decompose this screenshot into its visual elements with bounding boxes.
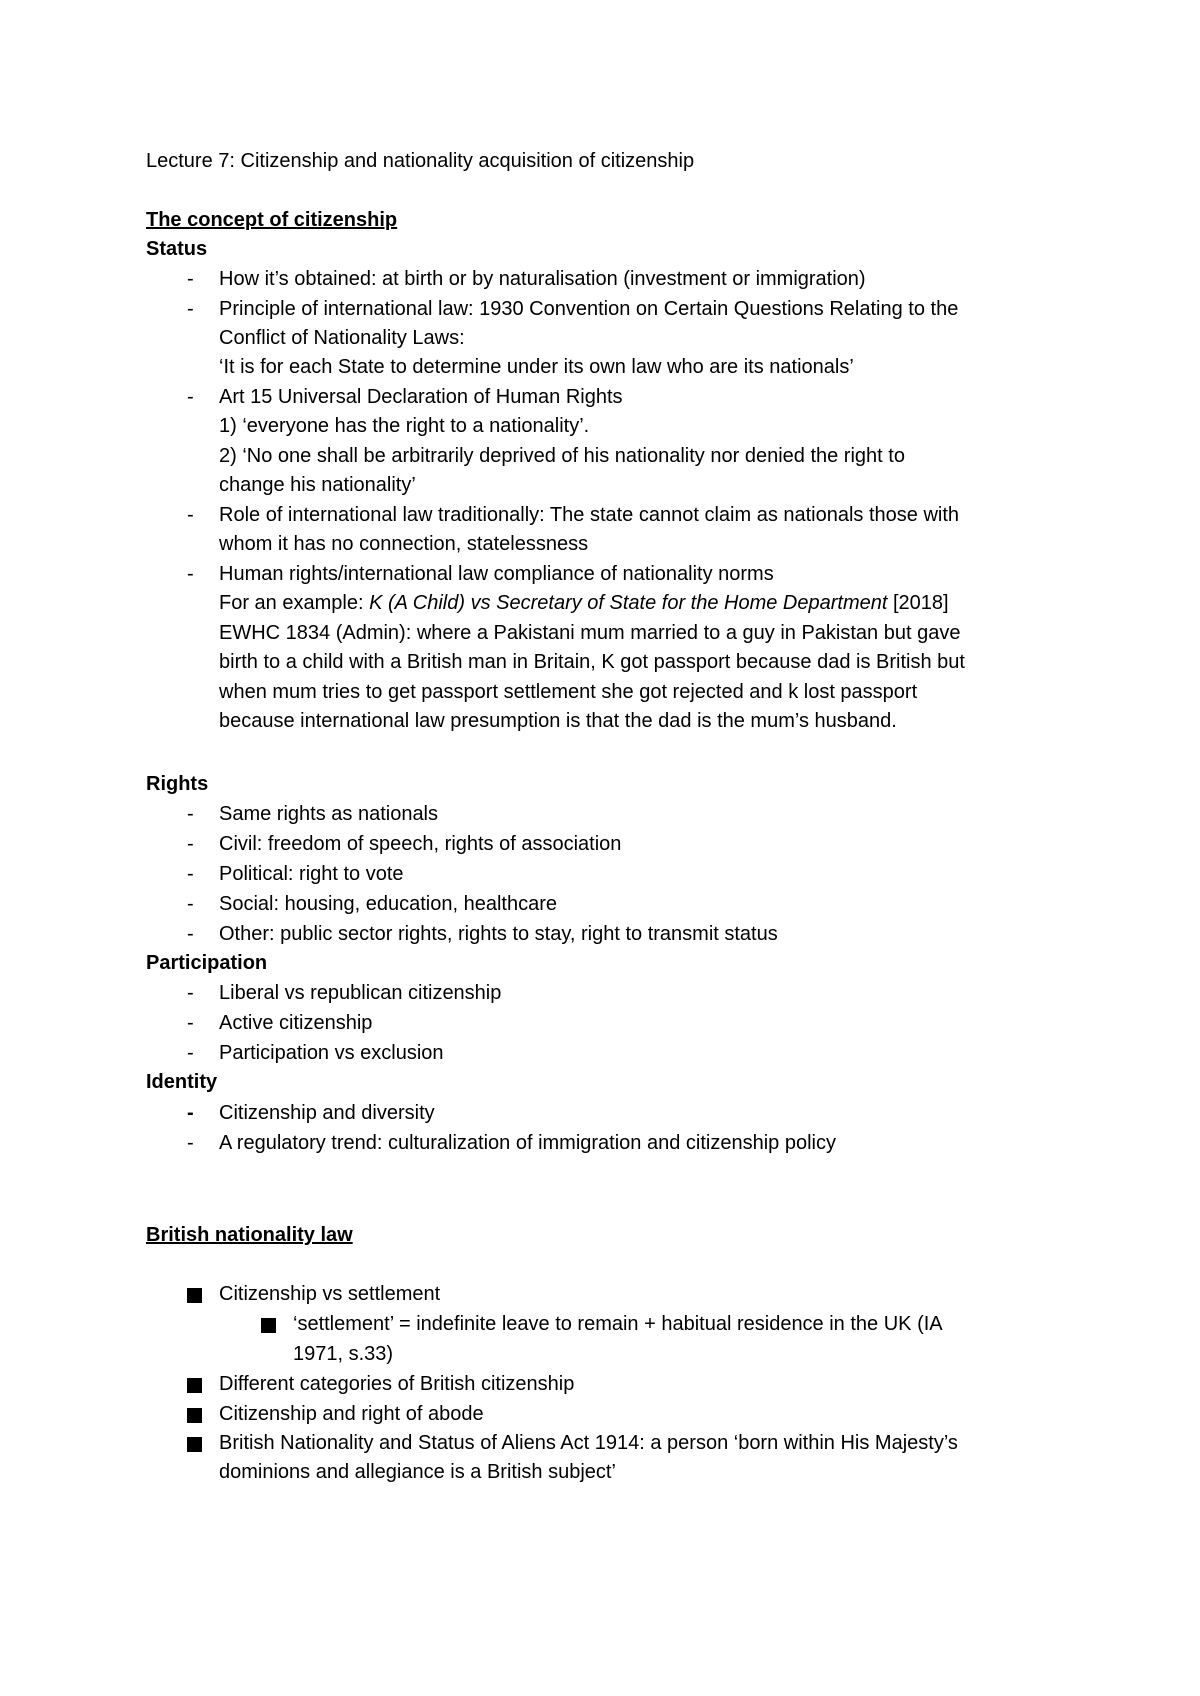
status-bullet-3-line-2: 1) ‘everyone has the right to a nationality’. <box>219 415 590 437</box>
british-item-3: Citizenship and right of abode <box>219 1403 484 1425</box>
square-bullet-icon <box>187 1408 202 1423</box>
bullet-dash: - <box>187 803 194 825</box>
status-bullet-5-line-3: EWHC 1834 (Admin): where a Pakistani mum married to a guy in Pakistan but gave <box>219 622 961 644</box>
status-bullet-2-quote: ‘It is for each State to determine under its own law who are its nationals’ <box>219 356 854 378</box>
status-bullet-2-line-1: Principle of international law: 1930 Convention on Certain Questions Relating to the <box>219 298 959 320</box>
bullet-dash: - <box>187 268 194 290</box>
status-bullet-1: How it’s obtained: at birth or by naturalisation (investment or immigration) <box>219 268 866 290</box>
british-subitem-line-1: ‘settlement’ = indefinite leave to remain + habitual residence in the UK (IA <box>293 1313 943 1335</box>
identity-heading: Identity <box>146 1071 218 1093</box>
bullet-dash: - <box>187 833 194 855</box>
bullet-dash: - <box>187 863 194 885</box>
bullet-dash: - <box>187 923 194 945</box>
participation-item: Participation vs exclusion <box>219 1042 444 1064</box>
identity-item: A regulatory trend: culturalization of immigration and citizenship policy <box>219 1132 836 1154</box>
square-bullet-icon <box>187 1378 202 1393</box>
british-item-4-line-1: British Nationality and Status of Aliens Act 1914: a person ‘born within His Majesty’s <box>219 1432 958 1454</box>
participation-item: Active citizenship <box>219 1012 373 1034</box>
british-item-2: Different categories of British citizenship <box>219 1373 575 1395</box>
status-bullet-2-line-2: Conflict of Nationality Laws: <box>219 327 465 349</box>
rights-item: Same rights as nationals <box>219 803 439 825</box>
bullet-dash: - <box>187 1012 194 1034</box>
rights-heading: Rights <box>146 773 209 795</box>
rights-item: Political: right to vote <box>219 863 404 885</box>
example-intro: For an example: <box>219 592 370 614</box>
rights-item: Other: public sector rights, rights to stay, right to transmit status <box>219 923 778 945</box>
participation-item: Liberal vs republican citizenship <box>219 982 502 1004</box>
bullet-dash: - <box>187 1102 194 1124</box>
british-item-1: Citizenship vs settlement <box>219 1283 441 1305</box>
case-name: K (A Child) vs Secretary of State for the Home Department <box>369 592 888 614</box>
page-title: Lecture 7: Citizenship and nationality acquisition of citizenship <box>146 150 695 172</box>
status-bullet-3-line-3: 2) ‘No one shall be arbitrarily deprived of his nationality nor denied the right to <box>219 445 905 467</box>
bullet-dash: - <box>187 386 194 408</box>
status-bullet-4-line-1: Role of international law traditionally: The state cannot claim as nationals those with <box>219 504 960 526</box>
status-bullet-5-line-1: Human rights/international law compliance of nationality norms <box>219 563 774 585</box>
status-bullet-3-line-1: Art 15 Universal Declaration of Human Rights <box>219 386 623 408</box>
status-bullet-5-line-4: birth to a child with a British man in Britain, K got passport because dad is British but <box>219 651 965 673</box>
square-bullet-icon <box>261 1318 276 1333</box>
status-bullet-5-line-5: when mum tries to get passport settlement she got rejected and k lost passport <box>219 681 918 703</box>
status-bullet-4-line-2: whom it has no connection, statelessness <box>219 533 589 555</box>
bullet-dash: - <box>187 563 194 585</box>
bullet-dash: - <box>187 1132 194 1154</box>
participation-heading: Participation <box>146 952 268 974</box>
bullet-dash: - <box>187 1042 194 1064</box>
rights-item: Civil: freedom of speech, rights of association <box>219 833 622 855</box>
concept-heading: The concept of citizenship <box>146 209 398 231</box>
bullet-dash: - <box>187 982 194 1004</box>
status-bullet-5-line-6: because international law presumption is that the dad is the mum’s husband. <box>219 710 897 732</box>
british-nationality-heading: British nationality law <box>146 1224 353 1246</box>
status-heading: Status <box>146 238 208 260</box>
british-item-4-line-2: dominions and allegiance is a British subject’ <box>219 1461 616 1483</box>
status-bullet-5-line-2 <box>219 589 949 617</box>
bullet-dash: - <box>187 893 194 915</box>
case-year: [2018] <box>887 592 949 614</box>
status-bullet-3-line-4: change his nationality’ <box>219 474 416 496</box>
square-bullet-icon <box>187 1437 202 1452</box>
british-subitem-line-2: 1971, s.33) <box>293 1343 394 1365</box>
bullet-dash: - <box>187 504 194 526</box>
rights-item: Social: housing, education, healthcare <box>219 893 558 915</box>
bullet-dash: - <box>187 298 194 320</box>
square-bullet-icon <box>187 1288 202 1303</box>
identity-item: Citizenship and diversity <box>219 1102 435 1124</box>
